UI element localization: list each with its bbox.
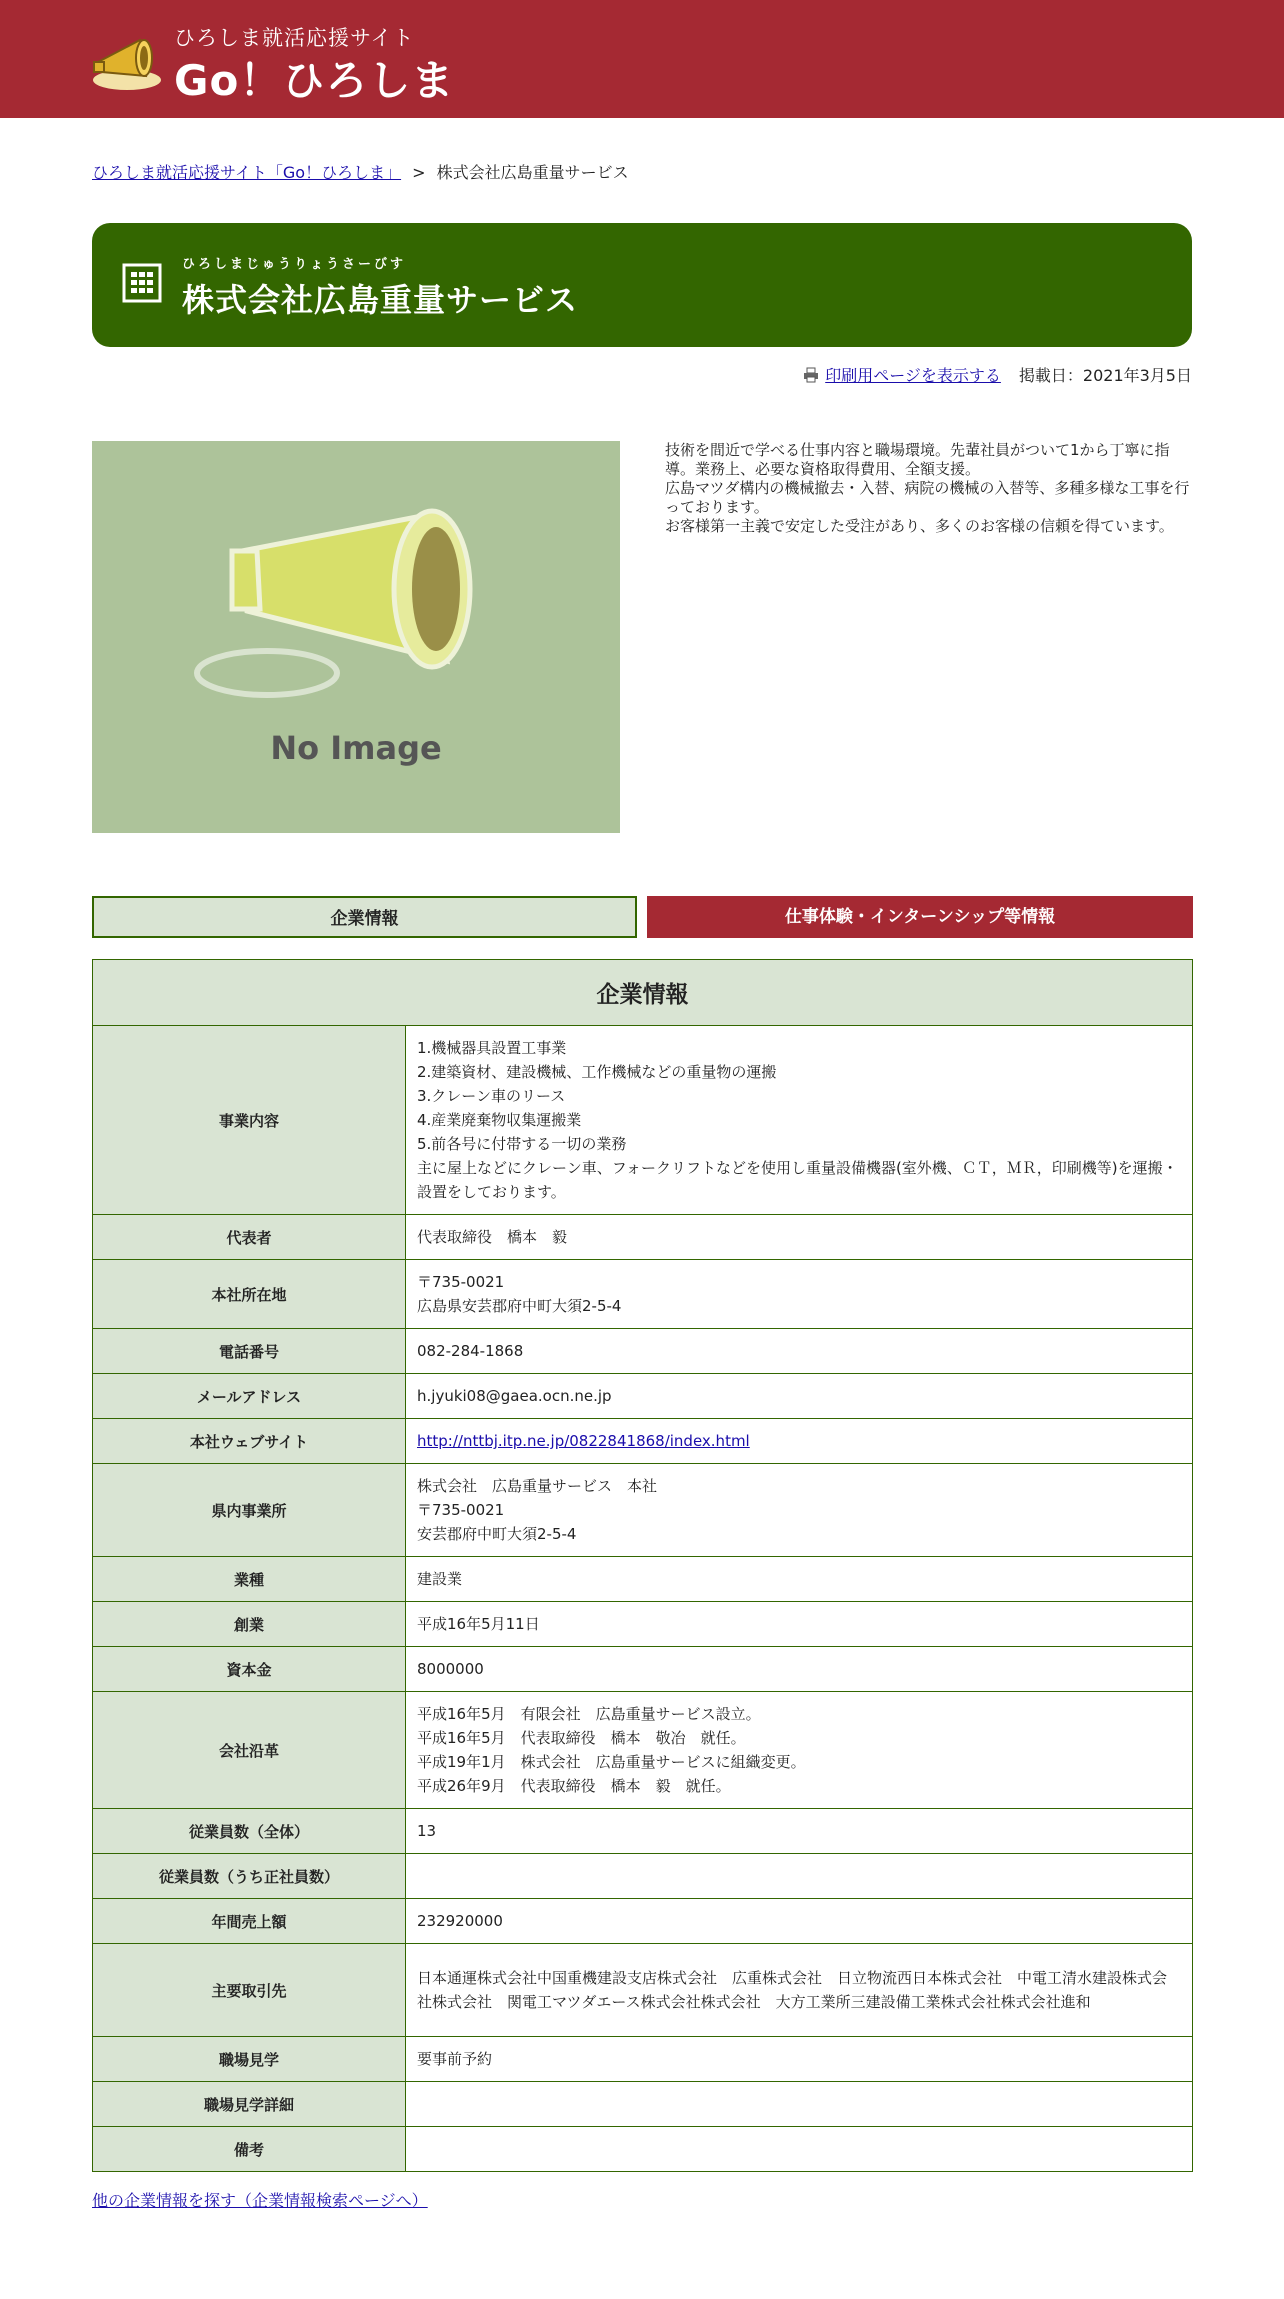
- value-line: 13: [417, 1822, 437, 1840]
- value-line: 平成26年9月 代表取締役 橋本 毅 就任。: [417, 1777, 731, 1795]
- building-icon: [122, 263, 162, 303]
- row-value: [406, 1854, 1193, 1899]
- company-title-banner: [92, 223, 1192, 347]
- row-label: 従業員数（全体）: [93, 1809, 406, 1854]
- company-info-table: [92, 959, 1193, 2172]
- value-line: 建設業: [417, 1570, 463, 1588]
- row-value: [406, 1215, 1193, 1260]
- table-title: 企業情報: [93, 960, 1193, 1026]
- row-label: 職場見学詳細: [93, 2082, 406, 2127]
- row-value: [406, 1602, 1193, 1647]
- table-row: [93, 1647, 1193, 1692]
- row-value: [406, 2037, 1193, 2082]
- table-row: [93, 1944, 1193, 2037]
- value-line: 株式会社 広島重量サービス 本社: [417, 1477, 658, 1495]
- row-value: [406, 1557, 1193, 1602]
- value-line: 安芸郡府中町大須2-5-4: [417, 1525, 577, 1543]
- table-row: [93, 1419, 1193, 1464]
- row-value: [406, 1374, 1193, 1419]
- value-line: 日本通運株式会社中国重機建設支店株式会社 広重株式会社 日立物流西日本株式会社 中電工清水建設株式会社株式会社 関電工マツダエース株式会社株式会社 大方工業所三建設備工業株式会社株式会社進和: [417, 1969, 1168, 2011]
- row-label: 創業: [93, 1602, 406, 1647]
- value-line: 3.クレーン車のリース: [417, 1087, 566, 1105]
- row-value: [406, 1692, 1193, 1809]
- table-row: [93, 1374, 1193, 1419]
- table-row: [93, 1026, 1193, 1215]
- description-paragraph: お客様第一主義で安定した受注があり、多くのお客様の信頼を得ています。: [665, 517, 1174, 535]
- value-line: 4.産業廃棄物収集運搬業: [417, 1111, 582, 1129]
- row-label: メールアドレス: [93, 1374, 406, 1419]
- value-line: 広島県安芸郡府中町大須2-5-4: [417, 1297, 622, 1315]
- value-line: 1.機械器具設置工事業: [417, 1039, 567, 1057]
- printer-icon: [803, 367, 819, 383]
- table-row: [93, 1809, 1193, 1854]
- no-image-text: No Image: [270, 729, 442, 767]
- table-row: [93, 1602, 1193, 1647]
- tab-internship-info[interactable]: 仕事体験・インターンシップ等情報: [647, 896, 1193, 938]
- value-line: 〒735-0021: [417, 1273, 505, 1291]
- company-image-placeholder: [92, 441, 620, 833]
- search-other-companies-link[interactable]: 他の企業情報を探す（企業情報検索ページへ）: [92, 2191, 428, 2210]
- row-value: [406, 2082, 1193, 2127]
- site-header: [0, 0, 1284, 118]
- row-label: 主要取引先: [93, 1944, 406, 2037]
- company-description: [665, 441, 1193, 536]
- page-meta: [803, 363, 1192, 386]
- value-line: 〒735-0021: [417, 1501, 505, 1519]
- description-paragraph: 広島マツダ構内の機械撤去・入替、病院の機械の入替等、多種多様な工事を行っております。: [665, 479, 1190, 516]
- breadcrumb-current: 株式会社広島重量サービス: [436, 163, 629, 182]
- tab-company-info[interactable]: 企業情報: [92, 896, 637, 938]
- row-label: 県内事業所: [93, 1464, 406, 1557]
- value-line: 082-284-1868: [417, 1342, 524, 1360]
- table-row: [93, 2037, 1193, 2082]
- site-subtitle: ひろしま就活応援サイト: [174, 26, 415, 50]
- row-value: [406, 1809, 1193, 1854]
- row-value: [406, 1464, 1193, 1557]
- row-label: 年間売上額: [93, 1899, 406, 1944]
- value-line: 5.前各号に付帯する一切の業務: [417, 1135, 627, 1153]
- value-line: 要事前予約: [417, 2050, 493, 2068]
- table-row: [93, 1854, 1193, 1899]
- company-website-link[interactable]: http://nttbj.itp.ne.jp/0822841868/index.html: [417, 1432, 750, 1450]
- value-line: 232920000: [417, 1912, 503, 1930]
- breadcrumb-home-link[interactable]: ひろしま就活応援サイト「Go！ひろしま」: [92, 163, 402, 182]
- table-row: [93, 1557, 1193, 1602]
- value-line: 平成19年1月 株式会社 広島重量サービスに組織変更。: [417, 1753, 806, 1771]
- value-line: h.jyuki08@gaea.ocn.ne.jp: [417, 1387, 612, 1405]
- row-label: 従業員数（うち正社員数）: [93, 1854, 406, 1899]
- value-line: 2.建築資材、建設機械、工作機械などの重量物の運搬: [417, 1063, 777, 1081]
- value-line: 平成16年5月 有限会社 広島重量サービス設立。: [417, 1705, 761, 1723]
- row-label: 電話番号: [93, 1329, 406, 1374]
- table-row: [93, 1899, 1193, 1944]
- table-row: [93, 1260, 1193, 1329]
- table-row: [93, 1329, 1193, 1374]
- table-row: [93, 2127, 1193, 2172]
- row-label: 代表者: [93, 1215, 406, 1260]
- row-value: [406, 1026, 1193, 1215]
- row-label: 業種: [93, 1557, 406, 1602]
- row-value: [406, 1944, 1193, 2037]
- posted-date: 掲載日：2021年3月5日: [1018, 366, 1192, 385]
- value-line: 主に屋上などにクレーン車、フォークリフトなどを使用し重量設備機器(室外機、ＣＴ，ＭＲ，印刷機等)を運搬・設置をしております。: [417, 1159, 1178, 1201]
- row-label: 事業内容: [93, 1026, 406, 1215]
- megaphone-logo-icon[interactable]: [90, 32, 164, 94]
- row-value: [406, 1329, 1193, 1374]
- table-row: [93, 2082, 1193, 2127]
- row-label: 本社所在地: [93, 1260, 406, 1329]
- row-label: 資本金: [93, 1647, 406, 1692]
- breadcrumb-separator: >: [412, 163, 426, 182]
- breadcrumb: [92, 160, 629, 183]
- row-value: [406, 1419, 1193, 1464]
- value-line: 平成16年5月 代表取締役 橋本 敬冶 就任。: [417, 1729, 746, 1747]
- site-title[interactable]: Go！ひろしま: [174, 56, 455, 105]
- row-label: 備考: [93, 2127, 406, 2172]
- row-label: 本社ウェブサイト: [93, 1419, 406, 1464]
- value-line: 平成16年5月11日: [417, 1615, 540, 1633]
- table-row: [93, 1692, 1193, 1809]
- row-value: [406, 1647, 1193, 1692]
- row-value: [406, 1260, 1193, 1329]
- row-label: 会社沿革: [93, 1692, 406, 1809]
- company-name-ruby: ひろしまじゅうりょうさーびす: [182, 257, 407, 272]
- table-row: [93, 1464, 1193, 1557]
- row-label: 職場見学: [93, 2037, 406, 2082]
- print-page-link[interactable]: 印刷用ページを表示する: [825, 366, 1001, 385]
- row-value: [406, 1899, 1193, 1944]
- value-line: 代表取締役 橋本 毅: [417, 1228, 568, 1246]
- table-row: [93, 1215, 1193, 1260]
- row-value: [406, 2127, 1193, 2172]
- value-line: 8000000: [417, 1660, 484, 1678]
- description-paragraph: 技術を間近で学べる仕事内容と職場環境。先輩社員がついて1から丁寧に指導。業務上、必要な資格取得費用、全額支援。: [665, 441, 1170, 478]
- company-name: 株式会社広島重量サービス: [182, 281, 579, 319]
